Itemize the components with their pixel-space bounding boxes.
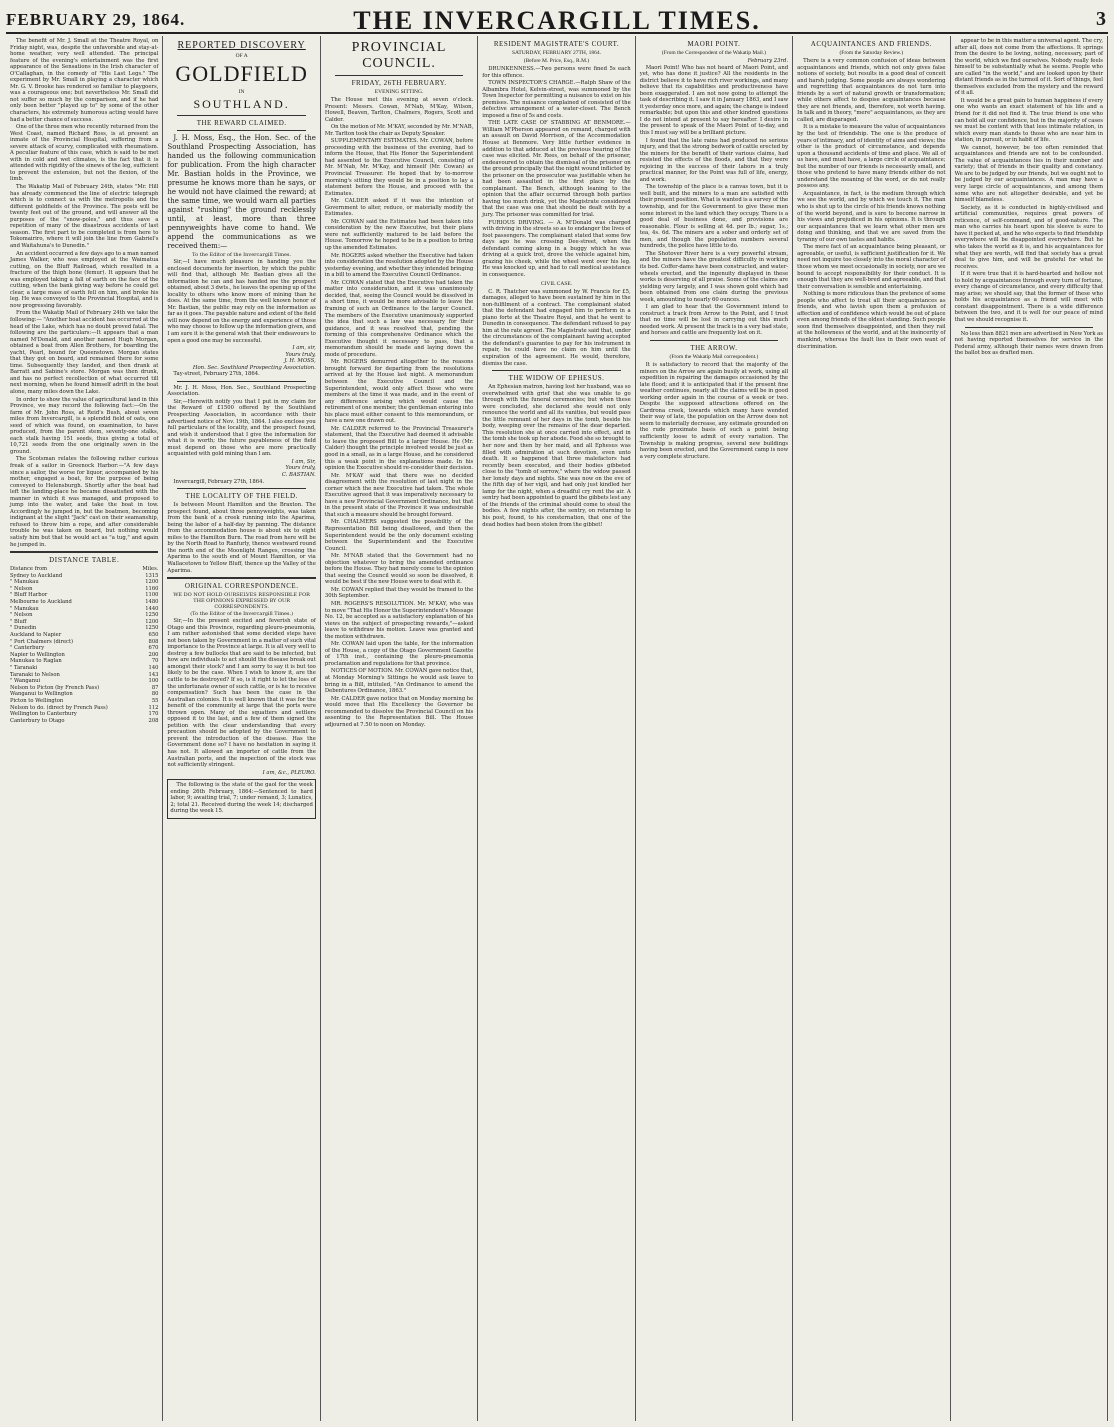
correspondence-disclaimer: WE DO NOT HOLD OURSELVES RESPONSIBLE FOR THE OPINIONS EXPRESSED BY OUR CORRESPONDENTS.	[173, 592, 310, 611]
council-paragraph: The House met this evening at seven o'clock. Present: Messrs. Cowan, M'Nab, M'Kay, Wilson, Howell, Beaven, Tarlton, Chalmers, Rogers, Scott and Calder.	[324, 97, 474, 123]
distance-place: Picton to Wellington	[10, 697, 64, 704]
distance-row	[10, 632, 158, 639]
maori-point-paragraph: The Shotover River here is a very powerful stream, and the miners have the greatest difficulty in working its bed. Coffer-dams have been constructed, and water-wheels erected, and the ingenuity displayed in these works is deserving of all praise. Some of the claims are yielding very largely, and I was shown gold which had been obtained from one claim during the previous week, amounting to nearly 60 ounces.	[639, 250, 789, 303]
article-draft: No less than 8821 men are advertised in New York as not having reported themselves for service in the Federal army, although their names were drawn from the ballot box as drafted men.	[954, 330, 1103, 357]
distance-row	[10, 658, 158, 665]
gaol-report-text: The following is the state of the gaol for the week ending 26th February, 1864:—Sentenced to hard labor, 9; awaiting trial, 7; under remand, 3; Lunatics, 2; total 21. Received during the week 14; discharged during the week 15.	[170, 782, 313, 815]
maori-point-heading: MAORI POINT.	[687, 40, 741, 48]
column-2	[163, 36, 320, 1421]
council-paragraph: Mr. CALDER gave notice that on Monday morning he would move that His Excellency the Governor be recommended to dissolve the Provincial Council on his assenting to the Representation Bill. The House adjourned at 7.50 to noon on Monday.	[324, 695, 474, 728]
maori-point-paragraph: I found that the late rains had produced no serious injury, and that the strong bedwork of cattle erected by the miners for the benefit of their various claims, had resisted the effects of the floods, and that they were rejoicing in the success of their labors in a truly practical manner, for the Point was full of life, energy, and work.	[639, 137, 789, 183]
article-accident: An accident occurred a few days ago to a man named James Walker, who was employed at the Waimatua cutting, on the Bluff Railroad, which resulted in a fracture of the thigh bone (femur). It appears that he was employed taking a fall of earth on the face of the cutting, when the bank giving way before he could get clear, a large mass of earth fell on him, and broke his leg. He was conveyed to the Provincial Hospital, and is now progressing favorably.	[10, 250, 159, 309]
council-paragraph: Mr. COWAN laid upon the table, for the information of the House, a copy of the Otago Government Gazette of 17th inst., containing the pleuro-pneumonia proclamation and regulations for that province.	[324, 641, 474, 667]
distance-row	[10, 606, 158, 613]
divider	[177, 488, 305, 489]
distance-miles: 1200	[145, 618, 159, 625]
maori-point-paragraph: The township of the place is a canvas town, but it is well built, and the miners to a man are satisfied with their present position. What is wanted is a survey of the township, and for the Government to give these men some interest in the land which they occupy. There is a good deal of business done, and provisions are reasonable. Flour is selling at 4d. per lb.; sugar, 1s.; tea, 4s. 6d. The miners are a sober and orderly set of men, and though the population numbers several hundreds, the police have little to do.	[639, 184, 789, 250]
divider	[177, 115, 305, 116]
council-paragraph: Mr. COWAN stated that the Executive had taken the matter into consideration, and it was unanimously decided, that, seeing the Council would be dissolved in a short time, it would be more advisable to leave the framing of such an Ordinance to the larger Council. The members of the Executive unanimously supported the idea that such a law was necessary for their guidance, and it was resolved that, pending the forming of this comprehensive Ordinance which the Executive thought it necessary to pass, that a memorandum should be made and laying down the mode of procedure.	[324, 279, 474, 358]
distance-place: " Bluff Harbor	[10, 592, 48, 599]
distance-row	[10, 579, 158, 586]
column-5	[636, 36, 793, 1421]
arrow-paragraph: It is satisfactory to record that the majority of the miners on the Arrow are again busily at work, using all expedition in repairing the damages occasioned by the late flood; and it is anticipated that if the present fine weather continues, nearly all the claims will be in good working order again in the course of a week or two. Despite the supposed attractions offered on the Cardrona creek, towards which many have wended their way of late, the population on the Arrow does not seem to materially decrease, any estimate grounded on the rude proximate basis of such a point being sufficiently loose to admit of every variation. The Township is making progress, several new buildings having been erected, and the Government camp is now a very complete structure.	[639, 361, 789, 460]
distance-miles: 55	[151, 697, 159, 704]
distance-miles: 1315	[145, 572, 159, 579]
acquaintances-heading: ACQUAINTANCES AND FRIENDS.	[810, 40, 932, 48]
council-paragraph: Mr. CHALMERS suggested the possibility of the Representation Bill being disallowed, and then the Superintendent would be the only document existing between the Superintendent and the Executive Council.	[324, 519, 474, 552]
court-date: SATURDAY, FEBRUARY 27TH, 1864.	[511, 50, 602, 56]
acquaintances-paragraph: Society, as it is conducted in highly-civilised and artificial communities, requires great powers of reticence, of self-command, and of good-nature. The man who carries his heart upon his sleeve is sure to have it pecked at, and he who expects to find friendship everywhere will be disappointed everywhere. But he who takes the world as it is, and his acquaintances for what they are worth, will find that society has a great deal to give him, and will be grateful for what he receives.	[954, 204, 1103, 270]
letter-pleuro: Sir,—In the present excited and feverish state of Otago and this Province, regarding pleuro-pneumonia, I am rather astonished that some decided steps have not been taken by Government in a matter of such vital importance to the Province at large. It is all very well to destroy a few bullocks that are said to be infected, but how are individuals to act should the disease break out amongst their stock? and I am sorry to say it is but too likely to be the case. When I wish to know it, are the cattle to be destroyed? If so, is it right to let the loss of the unfortunate owner of such cattle, or is he to receive compensation? Such has been the case in the Australian colonies. It is well known that it was for the benefit of the community at large that the ports were thrown open. Many of the squatters and settlers opposed it to the last, and a few of them signed the petition with the clear understanding that every precaution should be adopted by the Government to prevent the introduction of the disease. Has the Government done so? I have no hesitation in saying it has not. It allowed an importer of cattle from the Australian ports, and the inspection of the stock was not sufficiently stringent.	[167, 618, 316, 769]
reward-heading: THE REWARD CLAIMED.	[196, 119, 287, 127]
distance-miles: 1100	[145, 592, 159, 599]
acquaintances-paragraph: It would be a great gain to human happiness if every one who wants an exact statement of his life and a friend for it did not find it. The true friend is one who can hold all our confidence, but in the majority of cases we must be content with that less intimate relation, in which every man stands to those who are near him in station, in pursuit, or in habit of life.	[954, 97, 1103, 144]
distance-miles: 670	[148, 645, 159, 652]
distance-miles: 650	[148, 632, 159, 639]
distance-miles: 200	[148, 651, 159, 658]
article-sailor: The Scotsman relates the following rather curious freak of a sailor in Greenock Harbor:—"A few days since a sailor, the worse for liquor, accompanied by his mother, engaged a boat, for the purpose of being conveyed to Helensburgh. Shortly after the boat had left the landing-place he became dissatisfied with the manner in which it was managed, and proposed to jump into the water, and take the boat in tow. Accordingly he jumped in, but the boatmen, becoming indignant at the slight "Jack" cast on their seamanship, refused to throw him a rope, and after considerable trouble he was taken on board, but nothing would satisfy him but that he would act as "a tug," and again he jumped in.	[10, 456, 159, 548]
distance-row	[10, 599, 158, 606]
issue-date: FEBRUARY 29, 1864.	[6, 10, 186, 29]
court-before: (Before M. Price, Esq., R.M.)	[523, 58, 590, 64]
distance-miles: 808	[148, 638, 159, 645]
goldfield-of-a: OF A	[235, 53, 248, 59]
widow-story: An Ephesian matron, having lost her husband, was so overwhelmed with grief that she was unable to go through with the funeral ceremonies; but when these were concluded, she declared she would not only renounce the world and all its vanities, but would pass the little remnant of her days in the tomb, beside his body, weeping over the remains of the dear departed. This resolution she at once carried into effect, and in the tomb she took up her abode. Food she so brought to her now and then by her maid, and all Ephesus was filled with admiration at such devotion, even unto death. It so happened that three malefactors had recently been executed, and their bodies gibbeted close to the "tomb of sorrow," where the widow passed her lonely days and nights. She was now on the eve of the fifth day of her vigil, and had only just kindled her lamp for the night, when a dreadful cry rent the air. A sentry had been appointed to guard the gibbets lest any of the friends of the criminal should come to steal the bodies. A few nights after, the sentry, on returning to his post, found, to his consternation, that one of the dead bodies had been stolen from the gibbet!	[482, 384, 631, 528]
distance-place: Wanganui to Wellington	[10, 691, 73, 698]
acquaintances-paragraph: There is a very common confusion of ideas between acquaintances and friends, which not only gives false notions of society, but results in a good deal of conceit and harsh judging. Some people are always wondering and regretting that acquaintances do not turn into friends by a sort of natural growth or transformation; while others affect to despise acquaintances because they are not friends, and, therefore, not worth having. In talk and in theory, "mere" acquaintances, as they are called, are disparaged.	[797, 58, 946, 123]
column-7	[951, 36, 1108, 1421]
acquaintances-paragraph: We cannot, however, be too often reminded that acquaintances and friends are not to be confounded. The value of acquaintances lies in their number and variety; that of friends in their quality and constancy. We are to be judged by our friends, but we ought not to be judged by our acquaintances. A man may have a very large circle of acquaintances, and among them some who are not altogether desirable, and yet be himself blameless.	[954, 144, 1103, 204]
distance-miles: 170	[148, 711, 159, 718]
distance-row	[10, 691, 158, 698]
column-1	[6, 36, 163, 1421]
distance-place: Sydney to Auckland	[10, 572, 63, 579]
council-sitting: EVENING SITTING.	[374, 89, 424, 95]
distance-miles: 1250	[145, 625, 159, 632]
distance-place: " Bluff	[10, 618, 27, 625]
distance-row	[10, 718, 158, 725]
goldfield-heading: REPORTED DISCOVERY	[177, 40, 306, 51]
distance-row	[10, 705, 158, 712]
council-paragraph: MR. ROGERS'S RESOLUTION. Mr. M'KAY, who was to move "That His Honor the Superintendent's Message No. 12, be accepted as a satisfactory explanation of his views on the subject of prospecting rewards,"—asked leave to withdraw his motion. Leave was granted and the motion withdrawn.	[324, 601, 474, 640]
signature: C. BASTIAN.	[281, 471, 316, 478]
acquaintances-source: (From the Saturday Review.)	[839, 50, 904, 56]
article-telegraph: The Wakatip Mail of February 24th, states "Mr. Hill has already commenced the line of electric telegraph which is to connect us with the metropolis and the different goldfields of the Province. The posts will be twenty feet out of the ground, and will answer all the purposes of the "snow-poles," and thus save a repetition of many of the disastrous accidents of last season. The first part to be completed is from here to Tokomairiro, where it will join the line from Gabriel's and Waitahuna's to Dunedin."	[10, 184, 159, 249]
distance-row	[10, 619, 158, 626]
distance-place: " Nelson	[10, 612, 33, 619]
distance-miles: 100	[148, 678, 159, 685]
arrow-source: (From the Wakatip Mail correspondent.)	[669, 353, 759, 360]
widow-heading: THE WIDOW OF EPHESUS.	[508, 374, 605, 383]
article-boat-accident: From the Wakatip Mail of February 24th we take the following:— "Another boat accident has occurred at the head of the Lake, which has no doubt proved fatal. The following are the particulars:—It appears that a man named M'Donald, and another named Hugh Morgan, obtained a boat from Allen Brothers, for boarding the yacht, Pearl, bound for Queenstown. Morgan states that they got on board, and remained there for some time. Subsequently they landed, and then drank at Barratt and Sabine's store. Morgan was then drunk, and has no perfect recollection of what occurred till next morning, when he found himself adrift in the boat alone, many miles down the Lake.	[10, 310, 159, 395]
council-paragraph: SUPPLEMENTARY ESTIMATES. Mr. COWAN, before proceeding with the business of the evening, had to inform the House, that His Honor the Superintendent had assented to the Executive Council, consisting of Mr. M'Nab, Mr. M'Kay, and himself (Mr. Cowan) as Provincial Treasurer. He hoped that by to-morrow morning's sitting they would be in a position to lay a statement before the House, and proceed with the Estimates.	[324, 138, 474, 197]
distance-row	[10, 685, 158, 692]
divider	[492, 370, 620, 371]
signature: I am, Sir,	[291, 458, 316, 465]
distance-row	[10, 586, 158, 593]
court-paragraph: THE LATE CASE OF STABBING AT BENMORE.—William M'Pherson appeared on remand, charged with an assault on David Morrison, of the Accommodation House at Benmore. Very little further evidence in addition to that adduced at the previous hearing of the case was elicited. Mr. Rees, on behalf of the prisoner, endeavoured to obtain the dismissal of the prisoner on the ground principally that the night wound inflicted by the prisoner on the prosecutor was justifiable when he had been assaulted in the first place by the complainant. The Bench, although leaning to the opinion that the affair occurred through both parties having too much drink, yet the Magistrate considered that the case was one that should be dealt with by a jury. The prisoner was committed for trial.	[482, 120, 631, 219]
council-date: FRIDAY, 26TH FEBRUARY.	[351, 79, 447, 87]
distance-miles: 1160	[145, 585, 159, 592]
maori-point-source: (From the Correspondent of the Wakatip Mail.)	[661, 50, 766, 56]
distance-miles: 80	[151, 691, 159, 698]
distance-place: " Nelson	[10, 585, 33, 592]
council-heading: PROVINCIAL COUNCIL.	[351, 40, 447, 71]
article-scurvy: One of the three men who recently returned from the West Coast, named Richard Ross, is at present an inmate of the Provincial Hospital, suffering from a severe attack of scurvy, complicated with rheumatism. A peculiar feature of this case, which is said to be met with in cold and wet climates, is the fact that it is attended with rigidity of the sinews of the leg, sufficient to prevent the extension, but not the flexion, of the limb.	[10, 124, 159, 183]
letter-date: Tay-street, February 27th, 1864.	[173, 371, 260, 378]
distance-miles: 112	[148, 704, 159, 711]
distance-row	[10, 711, 158, 718]
distance-place: " Manukau	[10, 579, 39, 586]
locality-heading: THE LOCALITY OF THE FIELD.	[185, 492, 298, 501]
distance-miles: 1440	[145, 605, 159, 612]
council-paragraph: Mr. ROGERS asked whether the Executive had taken into consideration the resolution adopted by the House yesterday evening, and whether they intended bringing in a bill to amend the Executive Council Ordinance.	[324, 252, 474, 279]
letter-date: Invercargill, February 27th, 1864.	[173, 478, 265, 485]
locality-text: Is between Mount Hamilton and the Braxton. The prospect found, about three pennyweights, was taken from the bank of a creek running into the Aparima, being the labor of a half-day by panning. The distance from the accommodation house is about six to eight miles to the Hamilton Burn. The road from here will be by the North Road to Ranfurly, thence westward round the north end of the Moonlight Ranges, crossing the Aparima to the south end of Mount Hamilton, or via Wallacetown to Yellow Bluff, thence up the Valley of the Aparima.	[167, 502, 316, 574]
maori-point-paragraph: I am glad to hear that the Government intend to construct a track from Arrow to the Point, and I trust that no time will be lost in carrying out this much needed work. At present the track is in a very bad state, and horses and cattle are frequently lost on it.	[639, 304, 789, 337]
distance-place: Nelson to do. (direct by French Pass)	[10, 704, 108, 711]
distance-row	[10, 672, 158, 679]
distance-miles: 1250	[145, 612, 159, 619]
distance-place: Canterbury to Otago	[10, 717, 65, 724]
distance-row	[10, 678, 158, 685]
distance-miles: 87	[151, 684, 159, 691]
newspaper-title: THE INVERCARGILL TIMES.	[353, 6, 761, 35]
distance-place: Auckland to Napier	[10, 632, 62, 639]
court-paragraph: TOWN INSPECTOR'S CHARGE.—Ralph Shaw of the Albambra Hotel, Kelvin-street, was summoned by the Town Inspector for permitting a nuisance to exist on his premises. The nuisance complained of consisted of the defective arrangement of a water-closet. The Bench imposed a fine of 5s and costs.	[482, 80, 631, 119]
distance-row	[10, 612, 158, 619]
goldfield-lead: J. H. Moss, Esq., the Hon. Sec. of the Southland Prospecting Association, has handed us the following communication for publication. From the high character Mr. Bastian holds in the Province, we presume he knows more than he says, or he would not have claimed the reward; at the same time, we would warn all parties against "rushing" the ground recklessly until, at least, more than three pennyweights have come to hand. We append the communications as we received them:—	[167, 134, 316, 250]
page-number: 3	[1096, 8, 1106, 30]
council-paragraph: Mr. CALDER referred to the Provincial Treasurer's statement, that the Executive had deemed it advisable to leave the proposed Bill to a larger House. He (Mr. Calder) thought the principle involved would be just as good in a small, as in a large House, and he considered this a weak point in the explanations made. In his opinion the Executive should re-consider their decision.	[324, 425, 474, 472]
maori-point-date: February 23rd.	[747, 58, 789, 64]
court-paragraph: C. R. Thatcher was summoned by W. Francis for £5, damages, alleged to have been sustained by him in the non-fulfilment of a contract. The complainant stated that the defendant had engaged him to perform in a piano forte at the Theatre Royal, and that he went to Dunedin in consequence. The defendant refused to pay him at the rate agreed. The Magistrate said that, under the circumstances of the complainant having accepted the defendant's guarantee to pay for his instrument in repair, he could have no claim on him until the expiration of the agreement. He would, therefore, dismiss the case.	[482, 288, 631, 367]
article-oats: In order to show the value of agricultural land in this Province, we may record the following fact:—On the farm of Mr. John Ross, at Reid's Bush, about seven miles from Invercargill, is a splendid field of oats, one seed of which was found, on examination, to have produced, from the parent stem, seventy-one stalks, each stalk having 151 seeds, thus giving a total of 10,721 seeds from the one originally sown in the ground.	[10, 396, 159, 455]
distance-place: Taranaki to Nelson	[10, 671, 60, 678]
distance-place: Napier to Wellington	[10, 651, 65, 658]
court-paragraph: DRUNKENNESS.—Two persons were fined 5s each for this offence.	[482, 66, 631, 79]
civil-case-heading: CIVIL CASE.	[540, 280, 573, 287]
to-editor: To the Editor of the Invercargill Times.	[192, 252, 292, 258]
distance-miles: 1200	[145, 579, 159, 586]
council-paragraph: Mr. M'NAB stated that the Government had no objection whatever to bring the amended ordinance before the House. They had merely come to the opinion that seeing the Council would so soon be dissolved, it would be best if the new House were to deal with it.	[324, 553, 474, 586]
distance-row	[10, 639, 158, 646]
council-paragraph: Mr. ROGERS demurred altogether to the reasons brought forward for departing from the resolutions arrived at by the House last night. A memorandum between the Executive Council and the Superintendent, would only affect those who were members at the time it was made, and in the event of any difference arising which would cause the retirement of one member, the gentleman entering into his place must either consent to this memorandum, or have a new one drawn out.	[324, 359, 474, 425]
distance-table-header	[10, 566, 158, 573]
council-paragraph: Mr. M'KAY said that there was no decided disagreement with the resolution of last night in the corner which the new Executive had taken. The whole Executive agreed that it was imperatively necessary to have a new Provincial Government Ordinance, but that in the present state of the Province it was undesirable that such a measure should be brought forward.	[324, 472, 474, 518]
column-grid	[6, 36, 1108, 1421]
acquaintances-paragraph: It is a mistake to measure the value of acquaintances by the test of friendship. The one is the produce of years of intimacy, and of identity of aims and views; the other is the product of circumstance, and depends upon a thousand accidents of time and place. We all of us have, and must have, a large circle of acquaintance; but the number of our friends is necessarily small, and those who pretend to have many friends either do not understand the meaning of the word, or do not really possess any.	[797, 124, 946, 190]
distance-place: Wellington to Canterbury	[10, 711, 77, 718]
signature: Yours truly,	[285, 351, 316, 358]
maori-point-paragraph: Maori Point! Who has not heard of Maori Point, and yet, who has done it justice? All the residents in the district believe it to have rich river workings, and many believe that its capabilities and productiveness have been exaggerated. I am not now going to attempt the task of describing it. I saw it in January 1863, and I saw it yesterday once more, and again; the change is indeed remarkable; but upon this and other kindred questions I do not intend at present to say hereafter. I desire in the present to speak of the Maori Point of to-day, and this I must say will be a brilliant picture.	[639, 64, 789, 137]
council-paragraph: Mr. COWAN said the Estimates had been taken into consideration by the new Executive, but their plans were not sufficiently matured to be laid before the House. Tomorrow he hoped to be in a position to bring up the amended Estimates.	[324, 218, 474, 252]
masthead	[6, 4, 1108, 34]
divider	[177, 381, 305, 382]
divider	[650, 340, 778, 341]
header-from: Distance from	[10, 566, 48, 573]
distance-miles: 1480	[145, 599, 159, 606]
distance-place: " Taranaki	[10, 665, 37, 672]
to-editor: (To the Editor of the Invercargill Times.)	[190, 611, 294, 618]
signature: Yours truly,	[285, 465, 316, 472]
distance-place: " Manukau	[10, 605, 39, 612]
goldfield-title: GOLDFIELD	[175, 61, 308, 86]
distance-place: Nelson to Picton (by French Pass)	[10, 684, 100, 691]
signature: Hon. Sec. Southland Prospecting Association.	[192, 364, 316, 371]
distance-miles: 208	[148, 717, 159, 724]
distance-miles: 143	[148, 671, 159, 678]
divider	[177, 130, 305, 131]
distance-table	[10, 566, 158, 724]
distance-row	[10, 625, 158, 632]
acquaintances-paragraph: Acquaintance, in fact, is the medium through which we see the world, and by which we touch it. The man who is shut up to the circle of his friends knows nothing of the world beyond, and is sure to become narrow in his views and prejudiced in his opinions. It is through our acquaintances that we learn what other men are doing and thinking, and that we are saved from the tyranny of our own tastes and habits.	[797, 190, 946, 243]
council-paragraph: On the motion of Mr. M'KAY, seconded by Mr. M'NAB, Mr. Tarlton took the chair as Deputy Speaker.	[324, 124, 474, 137]
column-3	[321, 36, 478, 1421]
distance-row	[10, 592, 158, 599]
letter-moss: Sir,—I have much pleasure in handing you the enclosed documents for insertion, by which the public will find that, although Mr. Bastian gives all the information he can and has handed me the prospect obtained, about 3 dwts., he leaves the opening up of the locality to others who know more of mining than he does. At the same time, from the well known honor of Mr. Bastian, the public may rely on the information as far as it goes. The payable nature and extent of the field will now depend on the energy and experience of those who may choose to follow up the information given, and I am sure it is the general wish that their endeavours to open a good one may be successful.	[167, 259, 316, 344]
arrow-heading: THE ARROW.	[690, 343, 738, 352]
header-miles: Miles.	[142, 566, 159, 573]
acquaintances-paragraph: Nothing is more ridiculous than the pretence of some people who affect to treat all their acquaintances as friends, and who lavish upon them a profusion of affection and of confidence which would be out of place even among friends of the oldest standing. Such people soon find themselves disappointed, and then they rail at the hollowness of the world, and at the insincerity of mankind, whereas the fault lies in their own want of discrimination.	[797, 291, 946, 350]
council-paragraph: Mr. COWAN replied that they would be framed to the 30th September.	[324, 586, 474, 600]
council-paragraph: NOTICES OF MOTION. Mr. COWAN gave notice that, at Monday Morning's Sittings he would ask leave to bring in a Bill, intituled, "An Ordinance to amend the Debentures Ordinance, 1863."	[324, 668, 474, 695]
divider	[965, 327, 1093, 328]
signature: J. H. MOSS,	[284, 358, 316, 365]
acquaintances-paragraph: appear to be in this matter a universal agent. The cry, after all, does not come from the affections. It springs from the desire to be loving, noting, necessary, part of the world, which we find ourselves. Nobody really feels himself to be substantially what he seems. People who are called "in the world," and are looked upon by their distant friends as in the turmoil of it. Sort of things, feel themselves excluded from the mystery and the reward of it all.	[954, 38, 1103, 97]
court-heading: RESIDENT MAGISTRATE'S COURT.	[493, 40, 620, 48]
distance-place: " Wanganui	[10, 678, 41, 685]
article-theatre: The benefit of Mr. J. Small at the Theatre Royal, on Friday night, was, despite the unfavorable and stay-at-home weather, very well attended. The principal feature of the evening's entertainment was the first appearance of the Sensations in the Irish character of O'Callaghan, in the comedy of "His Last Legs." The experiment by Mr. Small in playing a character which Mr. G. V. Brooke has rendered so familiar to playgoers, was a courageous one; but nevertheless Mr. Small did not suffer so much by the comparison, and if he had only been better "played up to" by some of the other characters, his extremely humorous acting would have had a better chance of success.	[10, 38, 159, 123]
column-4	[478, 36, 635, 1421]
correspondence-heading: ORIGINAL CORRESPONDENCE.	[184, 582, 299, 591]
acquaintances-paragraph: The mere fact of an acquaintance being pleasant, or agreeable, or useful, is sufficient justification for it. We need not inquire too closely into the moral character of those whom we meet occasionally in society, nor are we bound to accept responsibility for their conduct. It is enough that they are well-bred and agreeable, and that their conversation is sensible and entertaining.	[797, 244, 946, 290]
distance-miles: 140	[148, 665, 159, 672]
divider	[167, 577, 315, 579]
goldfield-in: IN	[238, 89, 245, 95]
court-paragraph: FURIOUS DRIVING. — A. M'Donald was charged with driving in the streets so as to endanger the lives of foot passengers. The complainant stated that some few days ago he was crossing Dee-street, when the defendant coming along in a buggy which he was driving at a quick trot, drove the vehicle against him, grazing his cheek, while the wheel went over his leg. He was knocked up, and had to call medical assistance in consequence.	[482, 219, 631, 278]
signature: I am, sir,	[292, 345, 316, 352]
distance-row	[10, 573, 158, 580]
distance-place: " Dunedin	[10, 625, 37, 632]
distance-row	[10, 665, 158, 672]
distance-row	[10, 652, 158, 659]
gaol-report	[167, 779, 315, 819]
column-6	[793, 36, 950, 1421]
distance-row	[10, 698, 158, 705]
divider	[10, 551, 158, 553]
distance-miles: 70	[151, 658, 159, 665]
distance-place: Manukau to Raglan	[10, 658, 62, 665]
distance-place: " Port Chalmers (direct)	[10, 638, 74, 645]
divider	[335, 75, 463, 76]
letter-bastian: Sir,—Herewith notify you that I put in my claim for the Reward of £1500 offered by the Southland Prospecting Association, in accordance with their advertised notice of Nov. 19th, 1864. I also enclose you full particulars of the locality, and the prospect found, and wish it understood that I give the information for what it is worth; the future payableness of the field must depend on those who are more practically acquainted with gold mining than I am.	[167, 398, 316, 458]
distance-place: " Canterbury	[10, 645, 45, 652]
council-paragraph: Mr. CALDER asked if it was the intention of Government to alter, reduce, or materially modify the Estimates.	[324, 198, 474, 218]
distance-table-title: DISTANCE TABLE.	[48, 556, 120, 565]
signature: I am, &c., PLEURO.	[262, 769, 316, 776]
distance-row	[10, 645, 158, 652]
goldfield-southland: SOUTHLAND.	[193, 97, 290, 111]
acquaintances-paragraph: If it were true that it is hard-hearted and hollow not to hold by acquaintances through every turn of fortune, every change of circumstance, and every difficulty that may arise; we should say, that the former of these who holds his acquaintance as a friend will meet with constant disappointment. There is a wide difference between the two, and it is well for our peace of mind that we should recognise it.	[954, 271, 1103, 323]
distance-place: Melbourne to Auckland	[10, 599, 72, 606]
letter-addressee: Mr. J. H. Moss, Hon. Sec., Southland Prospecting Association.	[167, 384, 316, 398]
